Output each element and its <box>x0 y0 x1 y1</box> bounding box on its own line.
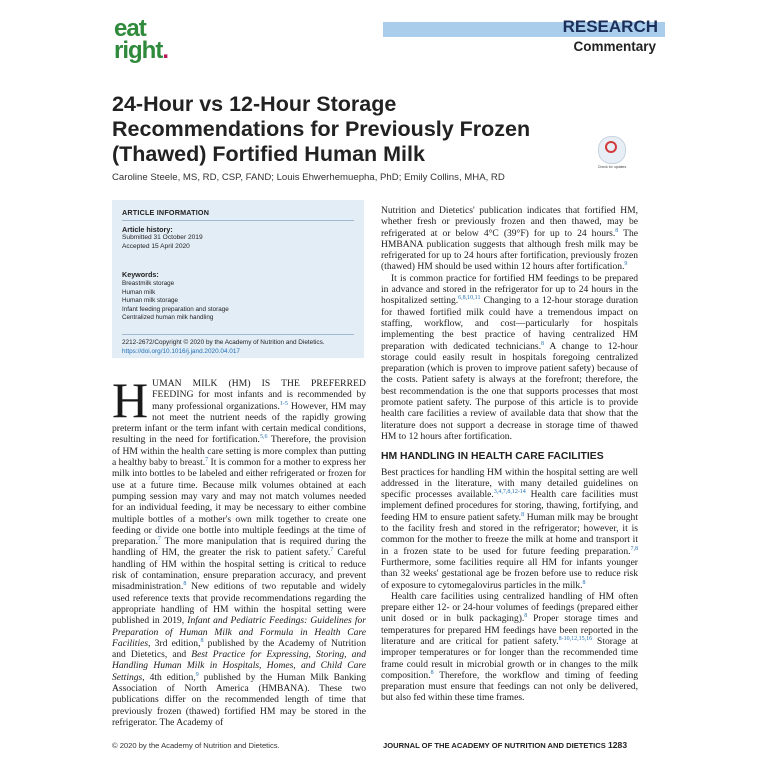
check-for-updates-badge[interactable] <box>597 136 627 169</box>
text: Best practices for handling HM within the hospital setting are well addressed in the literature, with many detailed guidelines on specific processes available. <box>381 466 638 501</box>
citation-link[interactable]: 8 <box>521 511 525 518</box>
citation-link[interactable]: 9 <box>195 671 199 678</box>
text: Health care facilities using centralized handling of HM often prepare either 12- or 24-hour volumes of feedings (prepared either unit dosed or in bulk packaging). <box>381 590 638 625</box>
book-title: Best Practice for Expressing, Storing, and Handling Human Milk in Hospitals, Homes, and Child Care Settings <box>112 649 366 683</box>
text: It is common for a mother to express her milk into bottles to be labeled and either refrigerated or frozen for use at a future time. Because milk volumes obtained at each pumping session may vary and may not match volumes needed for an individual feeding, it may be necessary to either combine multiple bottles of a mother's own milk together to create one feeding or divide one bottle into multiple feedings at the time of preparation. <box>112 457 366 548</box>
citation-link[interactable]: 8 <box>540 340 544 347</box>
journal-name: JOURNAL OF THE ACADEMY OF NUTRITION AND DIETETICS <box>383 741 606 750</box>
text: However, HM may not meet the nutrient needs of the rapidly growing preterm infant or the term infant with certain medical conditions, resulting in the need for fortification. <box>112 400 366 446</box>
section-label: RESEARCH <box>562 17 658 36</box>
info-copyright: 2212-2672/Copyright © 2020 by the Academy of Nutrition and Dietetics. <box>122 339 325 346</box>
text: Human milk may be brought to the facility fresh and stored in the refrigerator; however, it is common for the mother to freeze the milk at home and transport it in a frozen state to be used for future feeding preparation. <box>381 511 638 557</box>
eat-right-logo <box>114 15 178 64</box>
keyword: Infant feeding preparation and storage <box>122 305 229 313</box>
paragraph <box>381 591 638 704</box>
text: Furthermore, some facilities require all HM for infants younger than 32 weeks' gestational age be frozen before use to reduce risk of exposure to cytomegalovirus particles in the milk. <box>381 556 638 591</box>
citation-link[interactable]: 6,8,10,11 <box>458 295 481 302</box>
submitted-date: Submitted 31 October 2019 <box>122 234 203 241</box>
text: A change to 12-hour storage could easily result in hospitals foregoing centralized preparation (which is proven to improve patient safety) because of the costs. Patient safety is always at the forefront; therefore, the best recommendation is the one that supports processes that most promote patient safety. The purpose of this article is to provide health care facilities a review of available data that show that the literature does not support a decrease in storage time of thawed HM to 12 hours after fortification. <box>381 340 638 442</box>
citation-link[interactable]: 7 <box>205 456 209 463</box>
logo-line-2-text: right <box>114 36 163 64</box>
text: , 3rd edition, <box>148 637 201 649</box>
keyword: Human milk <box>122 288 156 296</box>
text: , 4th edition, <box>142 671 196 683</box>
text: Nutrition and Dietetics' publication indicates that fortified HM, whether fresh or previously frozen and then thawed, may be refrigerated at or below 4°C (39°F) for up to 24 hours. <box>381 205 638 239</box>
divider <box>122 334 354 335</box>
citation-link[interactable]: 3,4,7,8,12-14 <box>493 488 526 495</box>
text: Therefore, the workflow and timing of feeding preparation must ensure that feedings can not only be delivered, but also fed within these time frames. <box>381 669 638 704</box>
logo-line-1: eat <box>114 15 146 42</box>
paragraph <box>381 273 638 442</box>
paragraph <box>381 205 638 273</box>
citation-link[interactable]: 8-10,12,15,16 <box>558 635 593 642</box>
paragraph <box>381 467 638 591</box>
updates-icon <box>605 141 617 153</box>
citation-link[interactable]: 8 <box>430 669 434 676</box>
citation-link[interactable]: 8 <box>524 613 528 620</box>
subsection-label: Commentary <box>573 39 656 54</box>
left-column <box>112 372 366 728</box>
citation-link[interactable]: 8 <box>200 637 204 644</box>
citation-link[interactable]: 7,8 <box>630 545 638 552</box>
citation-link[interactable]: 5,6 <box>259 434 268 441</box>
logo-line-2 <box>114 36 178 64</box>
footer-copyright: © 2020 by the Academy of Nutrition and Dietetics. <box>112 741 280 750</box>
citation-link[interactable]: 7 <box>157 535 161 542</box>
page-number: 1283 <box>608 740 628 750</box>
text: published by the Human Milk Banking Association of North America (HMBANA). These two publications differ on the recommended length of time that previously frozen (thawed) fortified HM may be stored in the refrigerator. The Academy of <box>112 671 366 728</box>
text: published by the Academy of Nutrition and Dietetics, and <box>112 637 366 661</box>
citation-link[interactable]: 9 <box>624 261 628 268</box>
citation-link[interactable]: 8 <box>582 579 586 586</box>
citation-link[interactable]: 8 <box>183 581 187 588</box>
drop-cap: H <box>112 372 149 428</box>
book-title: Infant and Pediatric Feedings: Guidelines for Preparation of Human Milk and Formula in Health Care Facilities <box>112 615 366 649</box>
text: for most infants and is recommended by many professional organizations. <box>152 389 366 412</box>
lead-in-caps: UMAN MILK (HM) IS THE PREFERRED FEEDING <box>152 378 366 401</box>
keywords-label: Keywords: <box>122 270 159 279</box>
text: Proper storage times and temperatures for prepared HM feedings have been reported in the literature and are critical for patient safety. <box>381 613 638 647</box>
author-list: Caroline Steele, MS, RD, CSP, FAND; Louis Ehwerhemuepha, PhD; Emily Collins, MHA, RD <box>112 172 505 183</box>
logo-dot: . <box>162 36 168 64</box>
article-title: 24-Hour vs 12-Hour Storage Recommendations for Previously Frozen (Thawed) Fortified Human Milk <box>112 92 531 166</box>
text: Storage at improper temperatures or for longer than the recommended time frame could result in microbial growth or in changes to the milk composition. <box>381 635 639 681</box>
text: The more manipulation that is required during the handling of HM, the greater the risk to patient safety. <box>112 536 366 559</box>
keyword: Human milk storage <box>122 297 178 304</box>
updates-caption: Check for updates <box>597 165 627 169</box>
citation-link[interactable]: 1-5 <box>279 400 288 407</box>
text: Therefore, the provision of HM within the health care setting is more complex than putting a healthy baby to breast. <box>112 434 366 469</box>
keyword-list <box>122 280 229 323</box>
intro-paragraph <box>112 372 366 728</box>
accepted-date: Accepted 15 April 2020 <box>122 243 190 250</box>
keyword: Centralized human milk handling <box>122 314 214 321</box>
right-column <box>381 205 638 704</box>
citation-link[interactable]: 7 <box>330 547 334 554</box>
text: New editions of two reputable and widely used reference texts that provide recommendations regarding the appropriate handling of HM within the hospital setting were published in 2019, <box>112 581 366 627</box>
article-information-box <box>112 200 364 358</box>
doi-link[interactable]: https://doi.org/10.1016/j.jand.2020.04.017 <box>122 348 240 355</box>
article-history-label: Article history: <box>122 225 173 234</box>
text: The HMBANA publication suggests that although fresh milk may be refrigerated for up to 24 hours after fortification, previously frozen (thawed) HM should be used within 12 hours after fortification. <box>381 227 638 273</box>
text: Changing to a 12-hour storage duration for thawed fortified milk could have a tremendous impact on staffing, workflow, and cost—particularly for hospitals implementing the best practice of having centralized HM preparation with dedicated technicians. <box>381 295 638 352</box>
divider <box>122 220 354 221</box>
citation-link[interactable]: 8 <box>615 227 619 234</box>
keyword: Breastmilk storage <box>122 280 175 287</box>
text: It is common practice for fortified HM feedings to be prepared in advance and stored in the refrigerator for up to 24 hours in the hospitalized setting. <box>381 272 638 307</box>
text: Health care facilities must implement defined procedures for storing, thawing, fortifying, and feeding HM to ensure patient safety. <box>381 489 638 523</box>
text: Careful handling of HM within the hospital setting is critical to reduce risk of contamination, ensure preparation accuracy, and prevent misadministration. <box>112 547 366 593</box>
section-heading: HM HANDLING IN HEALTH CARE FACILITIES <box>381 451 604 463</box>
article-info-heading: ARTICLE INFORMATION <box>122 208 210 217</box>
